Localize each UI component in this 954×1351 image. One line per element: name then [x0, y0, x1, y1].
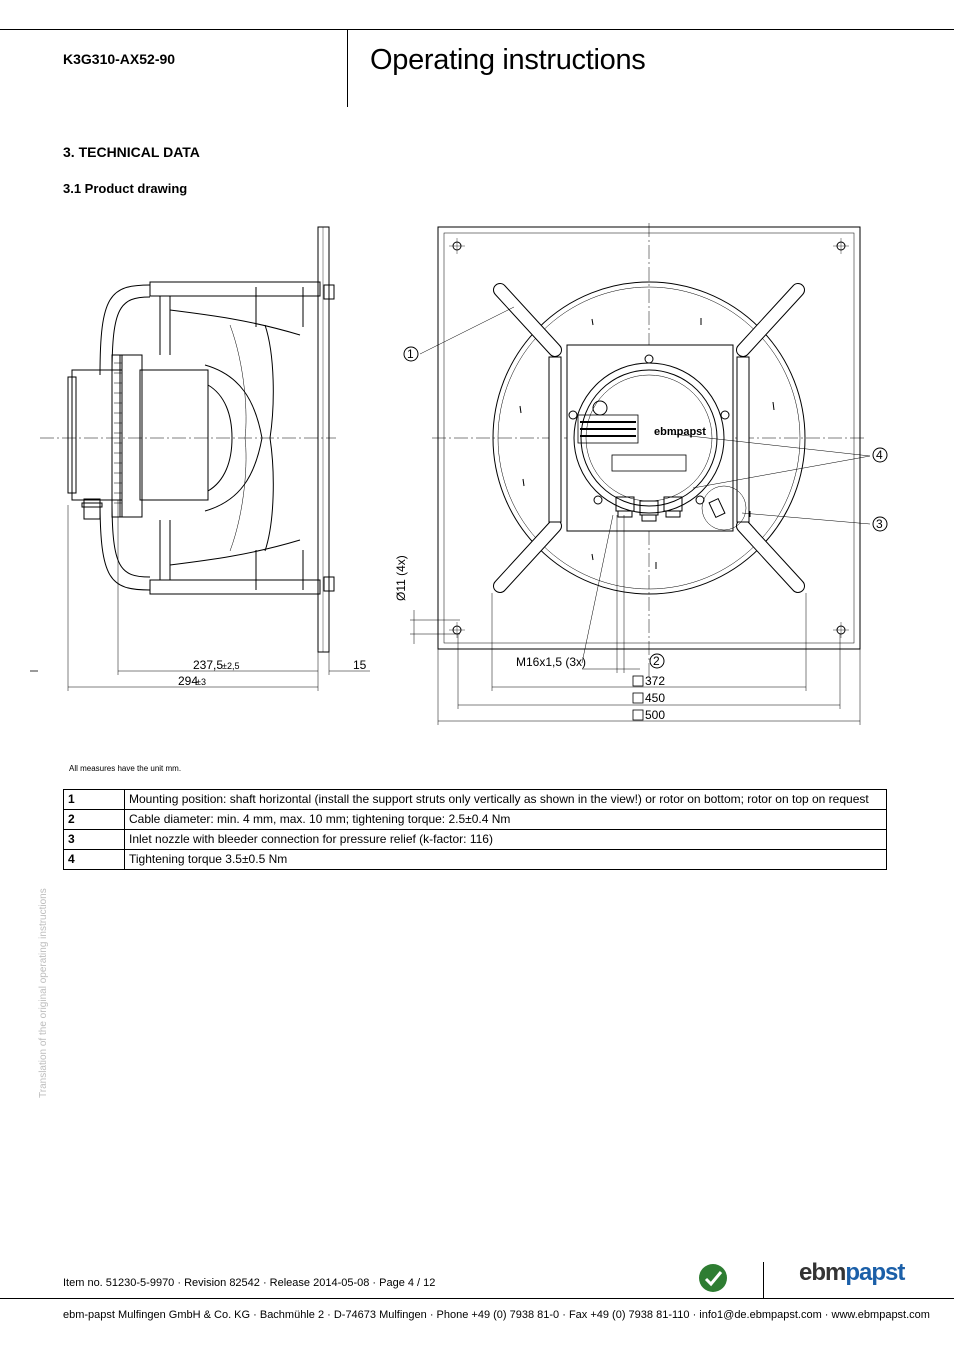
note-text: Cable diameter: min. 4 mm, max. 10 mm; tightening torque: 2.5±0.4 Nm — [125, 810, 887, 830]
product-drawing — [0, 215, 954, 735]
callout-4: 4 — [876, 448, 883, 462]
note-number: 4 — [64, 850, 125, 870]
note-text: Tightening torque 3.5±0.5 Nm — [125, 850, 887, 870]
dim-size-372: 372 — [645, 674, 666, 688]
note-number: 3 — [64, 830, 125, 850]
dim-size-450: 450 — [645, 691, 666, 705]
dim-flange: 15 — [353, 658, 367, 672]
dim-depth-total-tol: ±3 — [196, 677, 206, 687]
notes-table — [63, 789, 887, 870]
footer-divider — [763, 1262, 764, 1298]
doc-title: Operating instructions — [370, 44, 646, 76]
callout-3: 3 — [876, 517, 883, 531]
table-row — [64, 850, 887, 870]
callout-1: 1 — [407, 347, 414, 361]
brand-logo — [799, 1259, 904, 1287]
header-divider — [347, 29, 348, 107]
front-view — [404, 223, 887, 725]
footer-rule — [0, 1298, 954, 1299]
table-row — [64, 810, 887, 830]
dim-hole: Ø11 (4x) — [394, 555, 408, 601]
note-number: 2 — [64, 810, 125, 830]
brand-logo-papst: papst — [845, 1259, 905, 1286]
dim-depth-inner-tol: ±2,5 — [222, 661, 240, 671]
note-text: Inlet nozzle with bleeder connection for pressure relief (k-factor: 116) — [125, 830, 887, 850]
dim-depth-inner: 237,5 — [193, 658, 224, 672]
dim-size-500: 500 — [645, 708, 666, 722]
product-code: K3G310-AX52-90 — [63, 51, 176, 67]
footer-item-line: Item no. 51230-5-9970 · Revision 82542 · Release 2014-05-08 · Page 4 / 12 — [63, 1277, 436, 1289]
subsection-title: 3.1 Product drawing — [63, 181, 188, 196]
side-view — [30, 227, 370, 691]
brand-logo-ebm: ebm — [799, 1259, 846, 1286]
footer-address: ebm-papst Mulfingen GmbH & Co. KG · Bachmühle 2 · D-74673 Mulfingen · Phone +49 (0) 7938 81-0 · Fax +49 (0) 7938 81-110 · info1@de.ebmpapst.com · www.ebmpapst.com — [63, 1309, 930, 1321]
callout-2: 2 — [653, 654, 660, 668]
drawing-brand-mark: ebmpapst — [654, 426, 706, 438]
table-row — [64, 830, 887, 850]
table-row — [64, 790, 887, 810]
note-number: 1 — [64, 790, 125, 810]
side-note: Translation of the original operating instructions — [38, 888, 49, 1098]
green-tech-badge-icon — [697, 1262, 729, 1294]
note-text: Mounting position: shaft horizontal (install the support struts only vertically as shown in the view!) or rotor on bottom; rotor on top on request — [125, 790, 887, 810]
dim-depth-total: 294 — [178, 674, 199, 688]
header-top-rule — [0, 29, 954, 30]
section-title: 3. TECHNICAL DATA — [63, 144, 200, 160]
dim-thread: M16x1,5 (3x) — [516, 655, 587, 669]
unit-note: All measures have the unit mm. — [69, 764, 182, 773]
